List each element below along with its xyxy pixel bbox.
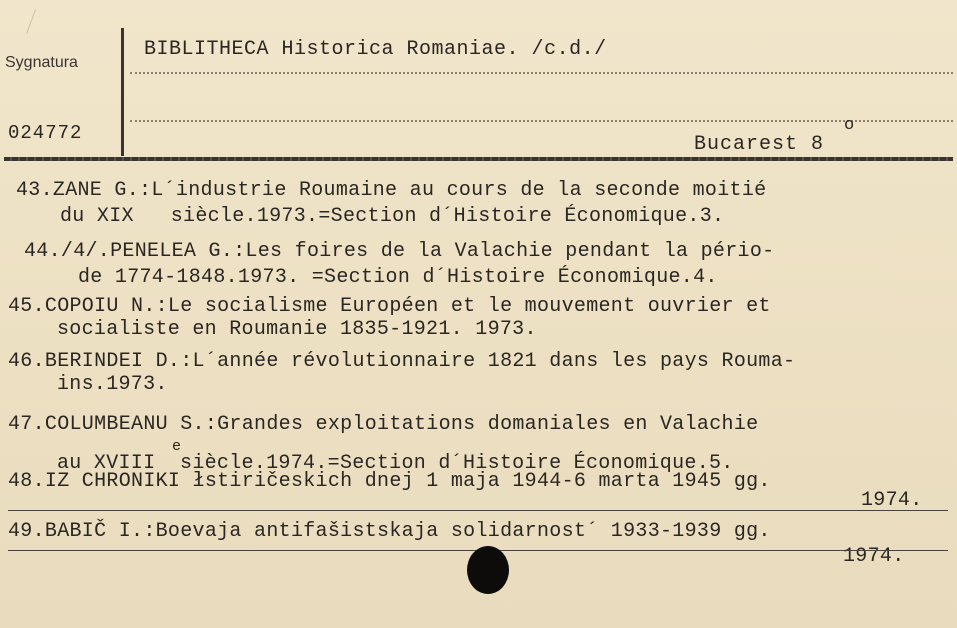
entry-43-line-2: du XIX siècle.1973.=Section d´Histoire Économique.3. (60, 205, 725, 228)
pencil-mark (26, 9, 55, 41)
vertical-divider (121, 28, 124, 156)
entry-separator (8, 510, 948, 511)
entry-44-line-1: 44./4/.PENELEA G.:Les foires de la Valachie pendant la pério- (24, 240, 775, 263)
entry-48-line-1: 48.IZ CHRONIKI łstiričeskich dnej 1 maja 1944-6 marta 1945 gg. (8, 470, 771, 493)
entry-47-superscript: e (172, 438, 182, 455)
entry-49-line-2: 1974. (843, 545, 905, 568)
entry-46-line-1: 46.BERINDEI D.:L´année révolutionnaire 1821 dans les pays Rouma- (8, 350, 796, 373)
punch-hole (467, 546, 509, 594)
entry-47-line-1: 47.COLUMBEANU S.:Grandes exploitations domaniales en Valachie (8, 413, 759, 436)
signature-number: 024772 (8, 122, 83, 144)
entry-44-line-2: de 1774-1848.1973. =Section d´Histoire Économique.4. (78, 266, 718, 289)
entry-49-line-1: 49.BABIČ I.:Boevaja antifašistskaja solidarnost´ 1933-1939 gg. (8, 520, 771, 543)
place-superscript: o (844, 116, 855, 135)
entry-48-line-2: 1974. (861, 489, 923, 512)
entry-47-line-2: au XVIII siècle.1974.=Section d´Histoire Économique.5. (57, 452, 734, 475)
place-of-publication: Bucarest 8 (694, 133, 825, 156)
sygnatura-label: Sygnatura (5, 54, 78, 71)
entry-45-line-2: socialiste en Roumanie 1835-1921. 1973. (57, 318, 537, 341)
entry-46-line-2: ins.1973. (57, 373, 168, 396)
header-divider (4, 157, 953, 161)
entry-43-line-1: 43.ZANE G.:L´industrie Roumaine au cours de la seconde moitié (16, 179, 767, 202)
entry-45-line-1: 45.COPOIU N.:Le socialisme Européen et le mouvement ouvrier et (8, 295, 771, 318)
series-title: BIBLITHECA Historica Romaniae. /c.d./ (144, 38, 607, 61)
dotted-guide-line (130, 72, 953, 74)
dotted-guide-line (130, 120, 953, 122)
